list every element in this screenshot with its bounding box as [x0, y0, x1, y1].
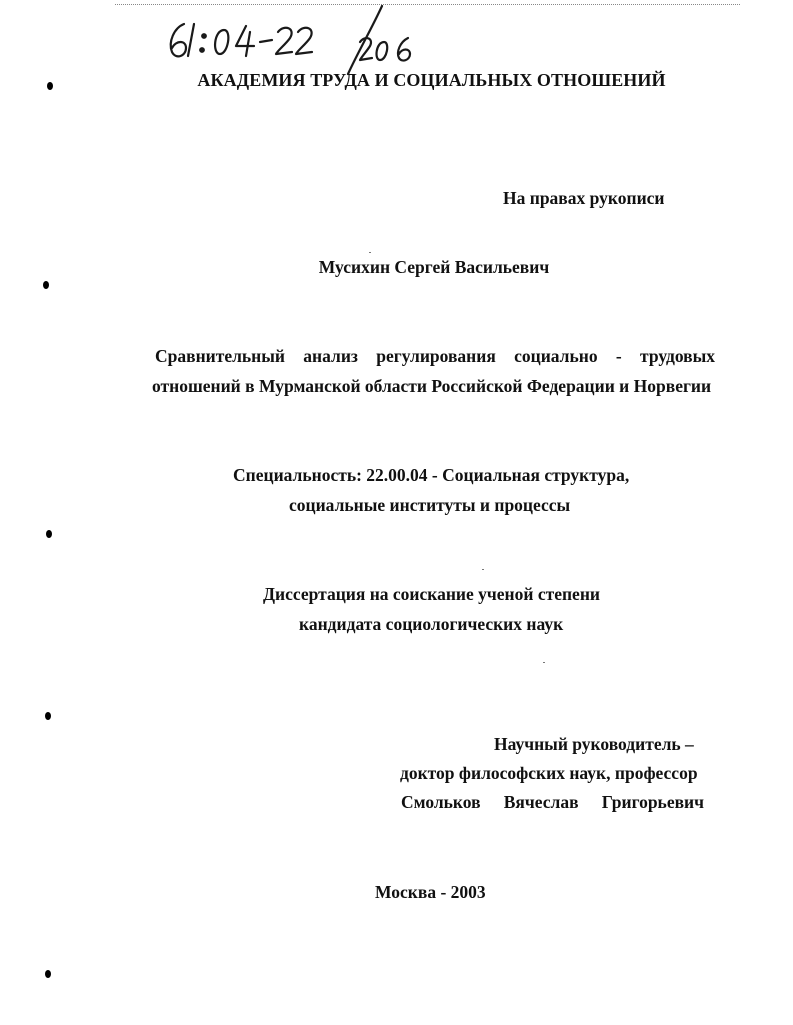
scan-speck: [369, 252, 371, 253]
specialty-line-1: Специальность: 22.00.04 - Социальная структура,: [233, 465, 630, 485]
supervisor-name: Смольков Вячеслав Григорьевич: [401, 792, 704, 812]
scan-speck: [482, 569, 484, 570]
handwritten-archive-mark: [160, 2, 460, 80]
punch-hole: [45, 712, 51, 720]
supervisor-degree: доктор философских наук, профессор: [400, 763, 698, 783]
author-name: Мусихин Сергей Васильевич: [318, 257, 550, 277]
institution-name: АКАДЕМИЯ ТРУДА И СОЦИАЛЬНЫХ ОТНОШЕНИЙ: [197, 70, 666, 90]
place-and-year: Москва - 2003: [375, 882, 486, 902]
specialty-line-2: социальные институты и процессы: [289, 495, 571, 515]
degree-line-2: кандидата социологических наук: [299, 614, 564, 634]
punch-hole: [46, 530, 52, 538]
supervisor-role: Научный руководитель –: [494, 734, 694, 754]
dissertation-title-line-2: отношений в Мурманской области Российской Федерации и Норвегии: [152, 376, 712, 396]
scan-speck: [543, 662, 545, 663]
degree-line-1: Диссертация на соискание ученой степени: [263, 584, 600, 604]
punch-hole: [43, 281, 49, 289]
manuscript-rights-note: На правах рукописи: [503, 188, 665, 208]
dissertation-title-line-1: Сравнительный анализ регулирования социально - трудовых: [155, 346, 715, 366]
punch-hole: [47, 82, 53, 90]
punch-hole: [45, 970, 51, 978]
